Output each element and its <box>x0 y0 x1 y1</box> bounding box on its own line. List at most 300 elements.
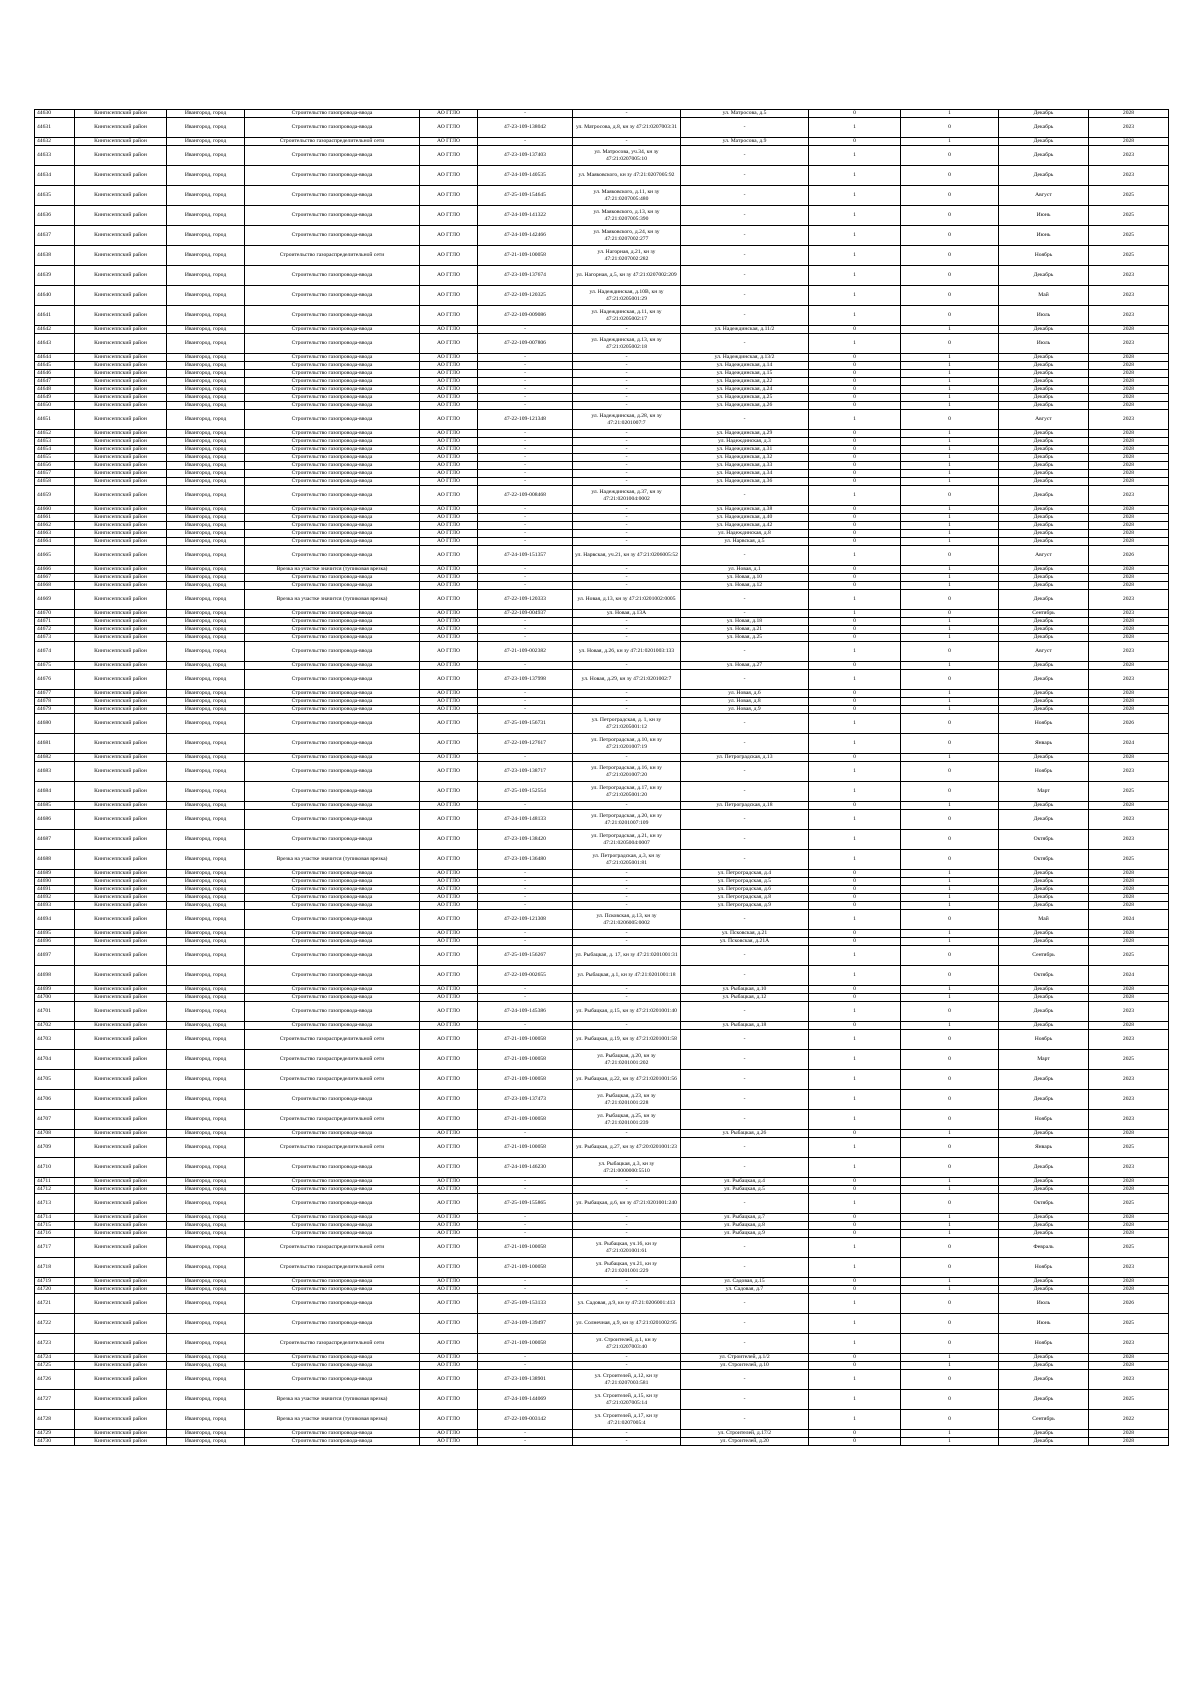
cell-settlement: Ивангород, город <box>167 830 245 850</box>
cell-settlement: Ивангород, город <box>167 386 245 394</box>
cell-v2: 1 <box>901 626 999 634</box>
cell-work: Строительство газопровода-ввода <box>245 266 420 286</box>
cell-v2: 0 <box>901 410 999 430</box>
cell-v1: 1 <box>809 186 901 206</box>
cell-address_plain: - <box>681 1090 809 1110</box>
cell-v1: 0 <box>809 470 901 478</box>
cell-work: Строительство газораспределительной сети <box>245 1070 420 1090</box>
cell-cadnum: - <box>478 514 573 522</box>
cell-month: Октябрь <box>999 966 1089 986</box>
cell-month: Август <box>999 642 1089 662</box>
cell-work: Строительство газопровода-ввода <box>245 1158 420 1178</box>
cell-settlement: Ивангород, город <box>167 698 245 706</box>
cell-settlement: Ивангород, город <box>167 246 245 266</box>
cell-v1: 1 <box>809 206 901 226</box>
cell-work: Строительство газопровода-ввода <box>245 1130 420 1138</box>
cell-district: Кингисеппский район <box>75 610 167 618</box>
table-row <box>35 438 1169 446</box>
cell-org: АО ГГЛО <box>420 394 478 402</box>
cell-year: 2028 <box>1089 378 1169 386</box>
cell-year: 2023 <box>1089 642 1169 662</box>
cell-org: АО ГГЛО <box>420 1022 478 1030</box>
cell-address_plain: ул. Матросова, д.9 <box>681 138 809 146</box>
cell-settlement: Ивангород, город <box>167 1070 245 1090</box>
cell-month: Декабрь <box>999 462 1089 470</box>
table-row <box>35 334 1169 354</box>
cell-cadnum: 47-21-109-100058 <box>478 1050 573 1070</box>
cell-org: АО ГГЛО <box>420 186 478 206</box>
cell-org: АО ГГЛО <box>420 870 478 878</box>
cell-address_cad: ул. Маяковского, кн зу 47:21:0207005:92 <box>573 166 681 186</box>
cell-cadnum: - <box>478 1230 573 1238</box>
cell-address_plain: ул. Рыбацкая, д.18 <box>681 1022 809 1030</box>
cell-id: 44698 <box>35 966 75 986</box>
cell-cadnum: 47-24-109-148133 <box>478 810 573 830</box>
cell-address_cad: - <box>573 1286 681 1294</box>
cell-work: Строительство газопровода-ввода <box>245 754 420 762</box>
cell-cadnum: - <box>478 938 573 946</box>
cell-cadnum: 47-25-109-156267 <box>478 946 573 966</box>
cell-address_plain: - <box>681 486 809 506</box>
cell-address_plain: ул. Петроградская, д.13 <box>681 754 809 762</box>
cell-month: Октябрь <box>999 850 1089 870</box>
cell-id: 44675 <box>35 662 75 670</box>
cell-settlement: Ивангород, город <box>167 354 245 362</box>
cell-settlement: Ивангород, город <box>167 454 245 462</box>
cell-address_cad: ул. Строителей, д.12, кн зу 47:21:0207003:581 <box>573 1370 681 1390</box>
cell-month: Декабрь <box>999 986 1089 994</box>
cell-year: 2028 <box>1089 370 1169 378</box>
cell-cadnum: - <box>478 470 573 478</box>
cell-v2: 1 <box>901 1278 999 1286</box>
cell-cadnum: - <box>478 1222 573 1230</box>
cell-v1: 0 <box>809 138 901 146</box>
cell-id: 44700 <box>35 994 75 1002</box>
cell-v1: 1 <box>809 166 901 186</box>
cell-address_plain: - <box>681 1334 809 1354</box>
cell-v1: 0 <box>809 522 901 530</box>
table-row <box>35 470 1169 478</box>
cell-org: АО ГГЛО <box>420 286 478 306</box>
cell-settlement: Ивангород, город <box>167 1334 245 1354</box>
cell-id: 44727 <box>35 1390 75 1410</box>
cell-work: Строительство газопровода-ввода <box>245 1178 420 1186</box>
cell-id: 44660 <box>35 506 75 514</box>
cell-v1: 0 <box>809 690 901 698</box>
cell-address_plain: - <box>681 410 809 430</box>
cell-year: 2028 <box>1089 110 1169 118</box>
cell-month: Февраль <box>999 1238 1089 1258</box>
cell-address_cad: - <box>573 370 681 378</box>
cell-cadnum: - <box>478 1022 573 1030</box>
cell-year: 2028 <box>1089 522 1169 530</box>
cell-district: Кингисеппский район <box>75 1194 167 1214</box>
cell-org: АО ГГЛО <box>420 1130 478 1138</box>
cell-settlement: Ивангород, город <box>167 306 245 326</box>
cell-v2: 1 <box>901 566 999 574</box>
cell-settlement: Ивангород, город <box>167 966 245 986</box>
cell-v1: 1 <box>809 1194 901 1214</box>
cell-address_plain: - <box>681 1070 809 1090</box>
cell-v1: 0 <box>809 1214 901 1222</box>
cell-org: АО ГГЛО <box>420 626 478 634</box>
cell-org: АО ГГЛО <box>420 830 478 850</box>
cell-year: 2026 <box>1089 546 1169 566</box>
cell-cadnum: - <box>478 566 573 574</box>
cell-address_plain: - <box>681 266 809 286</box>
cell-settlement: Ивангород, город <box>167 610 245 618</box>
cell-district: Кингисеппский район <box>75 894 167 902</box>
cell-cadnum: - <box>478 362 573 370</box>
cell-month: Ноябрь <box>999 1258 1089 1278</box>
cell-v1: 1 <box>809 1050 901 1070</box>
cell-work: Строительство газопровода-ввода <box>245 478 420 486</box>
cell-month: Октябрь <box>999 1194 1089 1214</box>
cell-cadnum: 47-24-109-142466 <box>478 226 573 246</box>
cell-v1: 0 <box>809 538 901 546</box>
table-row <box>35 910 1169 930</box>
cell-v1: 0 <box>809 1230 901 1238</box>
cell-month: Декабрь <box>999 454 1089 462</box>
table-row <box>35 850 1169 870</box>
cell-month: Ноябрь <box>999 1110 1089 1130</box>
cell-address_plain: ул. Рыбацкая, д.7 <box>681 1214 809 1222</box>
cell-month: Декабрь <box>999 1370 1089 1390</box>
cell-org: АО ГГЛО <box>420 698 478 706</box>
cell-address_cad: ул. Петроградская, д.3, кн зу 47:21:0205001:81 <box>573 850 681 870</box>
cell-settlement: Ивангород, город <box>167 946 245 966</box>
cell-work: Строительство газопровода-ввода <box>245 546 420 566</box>
cell-month: Август <box>999 546 1089 566</box>
cell-id: 44678 <box>35 698 75 706</box>
cell-work: Строительство газопровода-ввода <box>245 1022 420 1030</box>
table-row <box>35 706 1169 714</box>
cell-work: Строительство газопровода-ввода <box>245 910 420 930</box>
cell-org: АО ГГЛО <box>420 378 478 386</box>
cell-year: 2028 <box>1089 326 1169 334</box>
cell-settlement: Ивангород, город <box>167 206 245 226</box>
cell-district: Кингисеппский район <box>75 362 167 370</box>
cell-org: АО ГГЛО <box>420 1002 478 1022</box>
cell-org: АО ГГЛО <box>420 850 478 870</box>
table-row <box>35 1294 1169 1314</box>
cell-year: 2028 <box>1089 362 1169 370</box>
cell-settlement: Ивангород, город <box>167 410 245 430</box>
cell-cadnum: 47-22-109-009086 <box>478 306 573 326</box>
cell-address_plain: ул. Надеждинская, д.14 <box>681 362 809 370</box>
table-body <box>35 110 1169 1446</box>
cell-work: Строительство газопровода-ввода <box>245 986 420 994</box>
cell-cadnum: 47-23-109-138901 <box>478 1370 573 1390</box>
table-row <box>35 1002 1169 1022</box>
cell-v2: 1 <box>901 438 999 446</box>
table-row <box>35 410 1169 430</box>
cell-id: 44655 <box>35 454 75 462</box>
cell-id: 44642 <box>35 326 75 334</box>
cell-work: Строительство газопровода-ввода <box>245 938 420 946</box>
cell-address_cad: - <box>573 326 681 334</box>
cell-address_plain: - <box>681 166 809 186</box>
cell-cadnum: - <box>478 538 573 546</box>
cell-year: 2028 <box>1089 698 1169 706</box>
cell-address_plain: - <box>681 1314 809 1334</box>
cell-address_cad: ул. Надеждинская, д.10В, кн зу 47:21:0205001:29 <box>573 286 681 306</box>
cell-id: 44643 <box>35 334 75 354</box>
cell-v2: 1 <box>901 538 999 546</box>
cell-district: Кингисеппский район <box>75 378 167 386</box>
cell-month: Декабрь <box>999 802 1089 810</box>
cell-month: Декабрь <box>999 446 1089 454</box>
cell-address_plain: - <box>681 118 809 138</box>
cell-work: Строительство газораспределительной сети <box>245 246 420 266</box>
table-row <box>35 1286 1169 1294</box>
table-row <box>35 754 1169 762</box>
cell-cadnum: - <box>478 386 573 394</box>
cell-cadnum: - <box>478 894 573 902</box>
cell-district: Кингисеппский район <box>75 430 167 438</box>
cell-address_cad: - <box>573 566 681 574</box>
cell-address_plain: ул. Строителей, д.1/2 <box>681 1354 809 1362</box>
table-row <box>35 946 1169 966</box>
table-row <box>35 830 1169 850</box>
cell-month: Декабрь <box>999 110 1089 118</box>
cell-year: 2028 <box>1089 1430 1169 1438</box>
table-row <box>35 506 1169 514</box>
cell-month: Март <box>999 1050 1089 1070</box>
cell-year: 2028 <box>1089 1222 1169 1230</box>
cell-org: АО ГГЛО <box>420 538 478 546</box>
cell-cadnum: 47-21-109-100058 <box>478 1238 573 1258</box>
cell-address_cad: ул. Маяковского, д.24, кн зу 47:21:0207002:277 <box>573 226 681 246</box>
table-row <box>35 782 1169 802</box>
table-row <box>35 166 1169 186</box>
table-row <box>35 894 1169 902</box>
cell-year: 2025 <box>1089 850 1169 870</box>
cell-year: 2028 <box>1089 438 1169 446</box>
cell-id: 44636 <box>35 206 75 226</box>
cell-address_cad: - <box>573 634 681 642</box>
cell-district: Кингисеппский район <box>75 1354 167 1362</box>
cell-year: 2023 <box>1089 1110 1169 1130</box>
cell-cadnum: - <box>478 530 573 538</box>
cell-id: 44720 <box>35 1286 75 1294</box>
cell-year: 2023 <box>1089 146 1169 166</box>
cell-cadnum: - <box>478 870 573 878</box>
cell-address_plain: ул. Надеждинская, д.32 <box>681 454 809 462</box>
cell-v1: 1 <box>809 1030 901 1050</box>
cell-month: Декабрь <box>999 394 1089 402</box>
cell-month: Декабрь <box>999 522 1089 530</box>
cell-cadnum: - <box>478 522 573 530</box>
cell-id: 44631 <box>35 118 75 138</box>
cell-year: 2024 <box>1089 734 1169 754</box>
cell-month: Декабрь <box>999 486 1089 506</box>
cell-address_cad: - <box>573 690 681 698</box>
cell-settlement: Ивангород, город <box>167 378 245 386</box>
cell-v2: 1 <box>901 698 999 706</box>
cell-v2: 0 <box>901 1390 999 1410</box>
cell-settlement: Ивангород, город <box>167 1002 245 1022</box>
cell-district: Кингисеппский район <box>75 506 167 514</box>
cell-settlement: Ивангород, город <box>167 1022 245 1030</box>
cell-month: Декабрь <box>999 478 1089 486</box>
cell-id: 44712 <box>35 1186 75 1194</box>
cell-org: АО ГГЛО <box>420 1186 478 1194</box>
cell-v2: 1 <box>901 1130 999 1138</box>
cell-id: 44723 <box>35 1334 75 1354</box>
cell-v1: 0 <box>809 1178 901 1186</box>
table-row <box>35 246 1169 266</box>
cell-work: Строительство газопровода-ввода <box>245 410 420 430</box>
cell-settlement: Ивангород, город <box>167 782 245 802</box>
cell-cadnum: 47-23-109-136480 <box>478 850 573 870</box>
cell-address_cad: ул. Рыбацкая, д. 17, кн зу 47:21:0201001:31 <box>573 946 681 966</box>
cell-v1: 1 <box>809 762 901 782</box>
table-row <box>35 386 1169 394</box>
cell-address_cad: ул. Маяковского, д.13, кн зу 47:21:0207005:390 <box>573 206 681 226</box>
cell-year: 2023 <box>1089 306 1169 326</box>
cell-org: АО ГГЛО <box>420 1070 478 1090</box>
cell-month: Июль <box>999 306 1089 326</box>
table-row <box>35 362 1169 370</box>
cell-cadnum: - <box>478 618 573 626</box>
cell-org: АО ГГЛО <box>420 354 478 362</box>
cell-v1: 0 <box>809 386 901 394</box>
cell-address_cad: - <box>573 1430 681 1438</box>
cell-cadnum: 47-23-109-137473 <box>478 1090 573 1110</box>
table-row <box>35 994 1169 1002</box>
cell-work: Строительство газопровода-ввода <box>245 902 420 910</box>
cell-year: 2023 <box>1089 762 1169 782</box>
cell-work: Строительство газопровода-ввода <box>245 454 420 462</box>
cell-id: 44673 <box>35 634 75 642</box>
cell-year: 2028 <box>1089 662 1169 670</box>
cell-district: Кингисеппский район <box>75 1110 167 1130</box>
cell-v2: 1 <box>901 462 999 470</box>
cell-id: 44729 <box>35 1430 75 1438</box>
cell-work: Врезка на участке значится (тупиковая врезка) <box>245 590 420 610</box>
cell-address_cad: - <box>573 930 681 938</box>
cell-cadnum: 47-24-109-146230 <box>478 1158 573 1178</box>
cell-year: 2028 <box>1089 514 1169 522</box>
cell-district: Кингисеппский район <box>75 446 167 454</box>
cell-month: Июнь <box>999 226 1089 246</box>
cell-address_cad: - <box>573 1130 681 1138</box>
cell-v2: 0 <box>901 966 999 986</box>
cell-settlement: Ивангород, город <box>167 470 245 478</box>
cell-month: Декабрь <box>999 118 1089 138</box>
cell-v1: 1 <box>809 1110 901 1130</box>
cell-id: 44658 <box>35 478 75 486</box>
cell-month: Июнь <box>999 1314 1089 1334</box>
cell-org: АО ГГЛО <box>420 1314 478 1334</box>
table-row <box>35 226 1169 246</box>
cell-org: АО ГГЛО <box>420 946 478 966</box>
cell-month: Декабрь <box>999 1438 1089 1446</box>
cell-month: Декабрь <box>999 506 1089 514</box>
cell-work: Строительство газопровода-ввода <box>245 1370 420 1390</box>
cell-year: 2023 <box>1089 1030 1169 1050</box>
cell-district: Кингисеппский район <box>75 1022 167 1030</box>
cell-year: 2025 <box>1089 246 1169 266</box>
cell-month: Декабрь <box>999 1070 1089 1090</box>
cell-v2: 0 <box>901 1294 999 1314</box>
cell-org: АО ГГЛО <box>420 1238 478 1258</box>
cell-address_plain: ул. Надеждинская, д.11/2 <box>681 326 809 334</box>
cell-address_cad: ул. Рыбацкая, д.19, кн зу 47:21:0201001:58 <box>573 1030 681 1050</box>
cell-address_cad: - <box>573 1354 681 1362</box>
cell-settlement: Ивангород, город <box>167 146 245 166</box>
cell-v2: 0 <box>901 186 999 206</box>
cell-address_cad: ул. Петроградская, д.10, кн зу 47:21:0201007:19 <box>573 734 681 754</box>
cell-cadnum: 47-22-109-004937 <box>478 610 573 618</box>
cell-id: 44663 <box>35 530 75 538</box>
cell-work: Строительство газопровода-ввода <box>245 734 420 754</box>
table-row <box>35 734 1169 754</box>
cell-org: АО ГГЛО <box>420 1138 478 1158</box>
table-row <box>35 986 1169 994</box>
cell-cadnum: 47-21-109-100058 <box>478 1110 573 1130</box>
cell-org: АО ГГЛО <box>420 514 478 522</box>
cell-address_cad: - <box>573 938 681 946</box>
cell-address_plain: ул. Строителей, д.20 <box>681 1438 809 1446</box>
cell-v1: 0 <box>809 462 901 470</box>
cell-id: 44644 <box>35 354 75 362</box>
cell-v1: 0 <box>809 1354 901 1362</box>
cell-year: 2025 <box>1089 782 1169 802</box>
table-row <box>35 1070 1169 1090</box>
cell-settlement: Ивангород, город <box>167 582 245 590</box>
cell-address_cad: - <box>573 698 681 706</box>
cell-v1: 0 <box>809 1130 901 1138</box>
cell-district: Кингисеппский район <box>75 830 167 850</box>
cell-address_plain: - <box>681 1002 809 1022</box>
cell-id: 44656 <box>35 462 75 470</box>
cell-month: Декабрь <box>999 362 1089 370</box>
table-row <box>35 446 1169 454</box>
cell-v1: 1 <box>809 1138 901 1158</box>
cell-settlement: Ивангород, город <box>167 642 245 662</box>
cell-v2: 1 <box>901 902 999 910</box>
cell-id: 44664 <box>35 538 75 546</box>
cell-work: Строительство газопровода-ввода <box>245 226 420 246</box>
cell-address_cad: ул. Рыбацкая, д.15, кн зу 47:21:0201001:40 <box>573 1002 681 1022</box>
cell-month: Ноябрь <box>999 1334 1089 1354</box>
table-row <box>35 1178 1169 1186</box>
cell-id: 44688 <box>35 850 75 870</box>
cell-settlement: Ивангород, город <box>167 394 245 402</box>
cell-month: Декабрь <box>999 662 1089 670</box>
cell-address_plain: ул. Новая, д.21 <box>681 626 809 634</box>
cell-address_plain: - <box>681 1390 809 1410</box>
cell-address_plain: ул. Петроградская, д.18 <box>681 802 809 810</box>
cell-address_cad: ул. Нагорная, д.21, кн зу 47:21:0207002:282 <box>573 246 681 266</box>
cell-id: 44662 <box>35 522 75 530</box>
cell-address_plain: ул. Надеждинская, д.8 <box>681 530 809 538</box>
cell-district: Кингисеппский район <box>75 734 167 754</box>
cell-cadnum: - <box>478 354 573 362</box>
cell-address_cad: - <box>573 362 681 370</box>
table-row <box>35 626 1169 634</box>
cell-address_cad: - <box>573 386 681 394</box>
cell-org: АО ГГЛО <box>420 1258 478 1278</box>
cell-district: Кингисеппский район <box>75 546 167 566</box>
cell-month: Декабрь <box>999 566 1089 574</box>
table-row <box>35 306 1169 326</box>
cell-cadnum: 47-22-109-127617 <box>478 734 573 754</box>
cell-settlement: Ивангород, город <box>167 878 245 886</box>
cell-org: АО ГГЛО <box>420 386 478 394</box>
